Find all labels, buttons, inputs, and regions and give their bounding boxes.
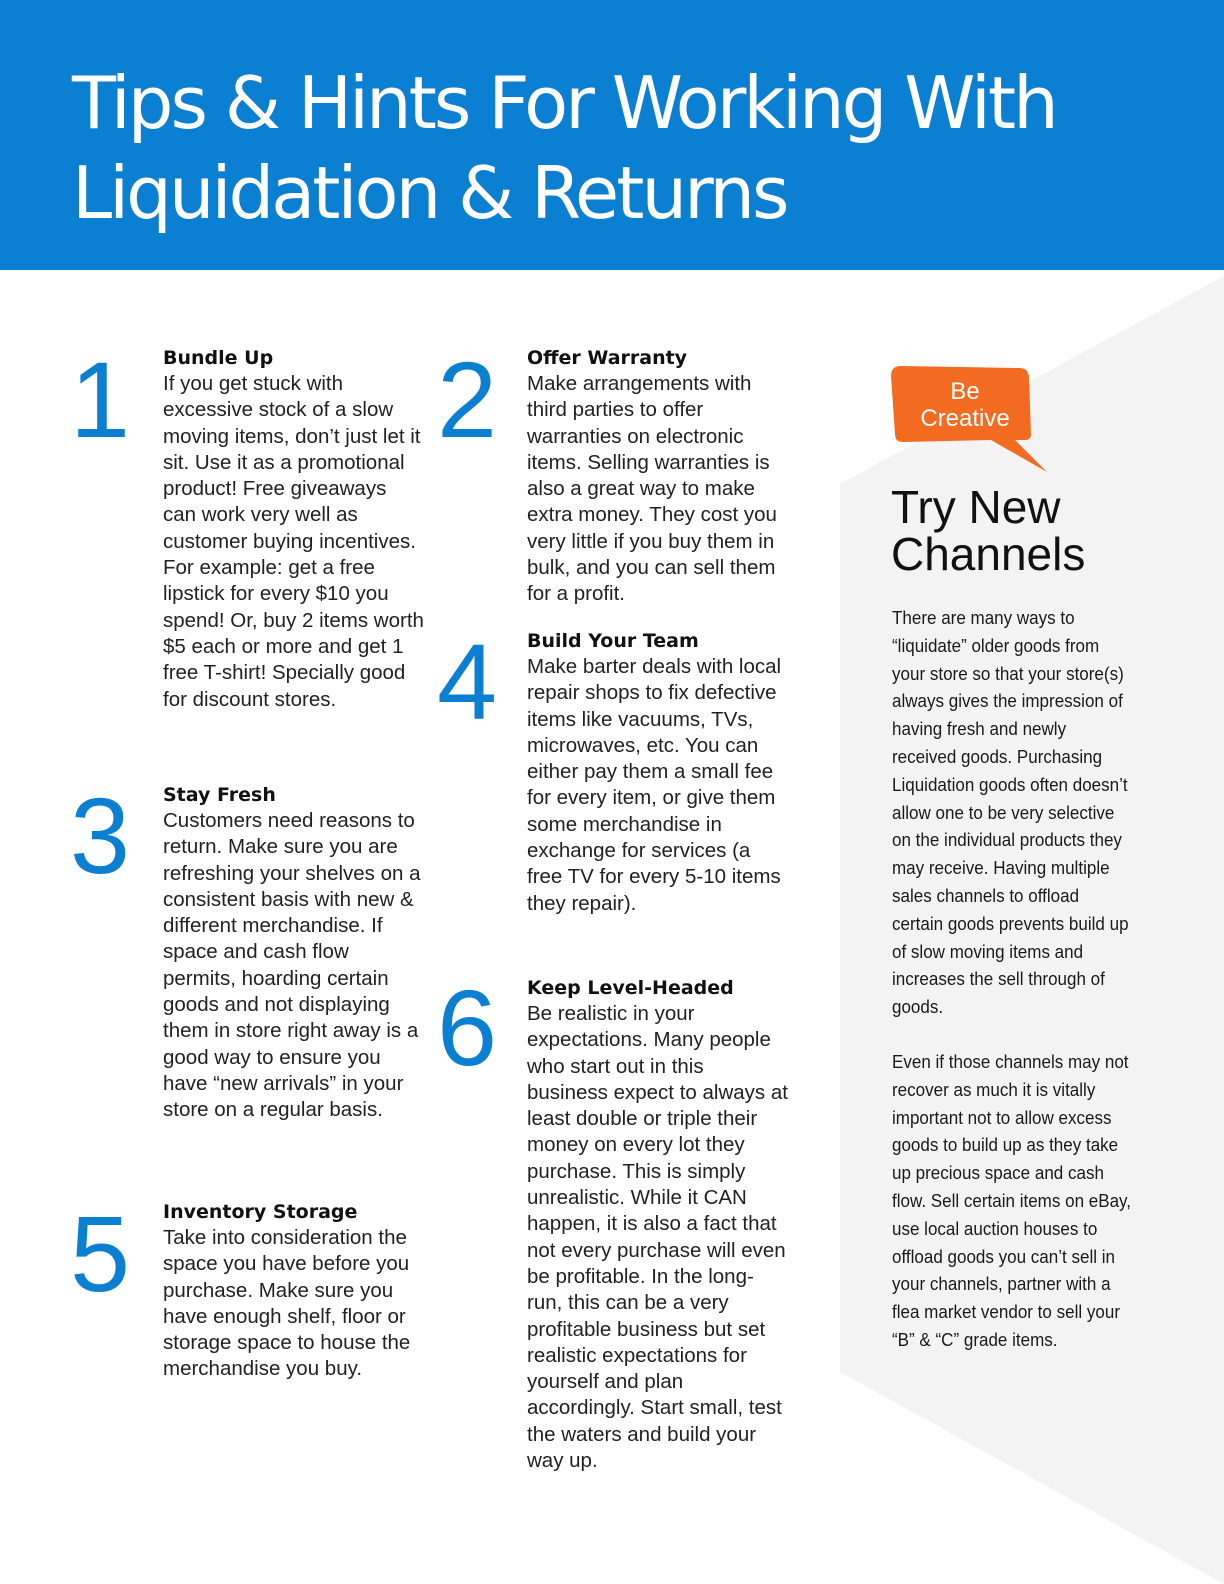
- tip-text: Take into consideration the space you have before you purchase. Make sure you have enough shelf, floor or storage space to house the merchandise you buy.: [163, 1226, 411, 1381]
- tip-text: Make barter deals with local repair shops to fix defective items like vacuums, TVs, microwaves, etc. You can either pay them a small fee for every item, or give them some merchandise in exchange for services (a free TV for every 5-10 items they repair).: [527, 655, 782, 915]
- page-title-line-1: Tips & Hints For Working With: [72, 61, 1056, 145]
- tip-text: Make arrangements with third parties to offer warranties on electronic items. Selling warranties is also a great way to make extra money. They cost you very little if you buy them in bulk, and you can sell them for a profit.: [527, 372, 777, 606]
- sidebar-paragraph-1: There are many ways to “liquidate” older goods from your store so that your store(s) always gives the impression of having fresh and newly received goods. Purchasing Liquidation goods often doesn’t allow one to be very selective on the individual products they may receive. Having multiple sales channels to offload certain goods prevents build up of slow moving items and increases the sell through of goods.: [892, 607, 1129, 1018]
- callout-line-2: Creative: [920, 405, 1010, 432]
- be-creative-callout: [891, 366, 1051, 474]
- tip-text: Be realistic in your expectations. Many people who start out in this business expect to always at least double or triple their money on every lot they purchase. This is simply unrealistic. While it CAN happen, it is also a fact that not every purchase will even be profitable. In the long-run, this can be a very profitable business but set realistic expectations for yourself and plan accordingly. Start small, test the waters and build your way up.: [527, 1002, 788, 1473]
- header-banner: [0, 0, 1224, 270]
- tip-number: 1: [70, 339, 131, 460]
- tip-text: Customers need reasons to return. Make sure you are refreshing your shelves on a consistent basis with new & different merchandise. If space and cash flow permits, hoarding certain goods and not displaying them in store right away is a good way to ensure you have “new arrivals” in your store on a regular basis.: [163, 809, 421, 1122]
- tip-number: 3: [70, 775, 131, 896]
- sidebar-paragraph-2: Even if those channels may not recover as much it is vitally important not to allow excess goods to build up as they take up precious space and cash flow. Sell certain items on eBay, use local auction houses to offload goods you can’t sell in your channels, partner with a flea market vendor to sell your “B” & “C” grade items.: [892, 1051, 1132, 1350]
- tip-heading: Bundle Up: [163, 347, 274, 369]
- page-title-line-2: Liquidation & Returns: [72, 151, 787, 235]
- sidebar-title: [891, 481, 1191, 580]
- tip-heading: Stay Fresh: [163, 784, 276, 806]
- tip-number: 6: [437, 967, 498, 1088]
- sidebar-title-line-1: Try New: [891, 481, 1061, 533]
- tip-heading: Offer Warranty: [527, 347, 688, 369]
- page-title: [72, 58, 1056, 238]
- sidebar-title-line-2: Channels: [891, 528, 1086, 580]
- callout-text: [891, 378, 1039, 432]
- tip-text: If you get stuck with excessive stock of a slow moving items, don’t just let it sit. Use it as a promotional product! Free giveaways can work very well as customer buying incentives. For example: get a free lipstick for every $10 you spend! Or, buy 2 items worth $5 each or more and get 1 free T-shirt! Specially good for discount stores.: [163, 372, 424, 711]
- tip-number: 4: [437, 621, 498, 742]
- callout-line-1: Be: [950, 378, 980, 405]
- tip-heading: Keep Level-Headed: [527, 977, 734, 999]
- tip-number: 2: [437, 339, 498, 460]
- tip-heading: Build Your Team: [527, 630, 699, 652]
- tip-heading: Inventory Storage: [163, 1201, 358, 1223]
- tip-number: 5: [70, 1193, 131, 1314]
